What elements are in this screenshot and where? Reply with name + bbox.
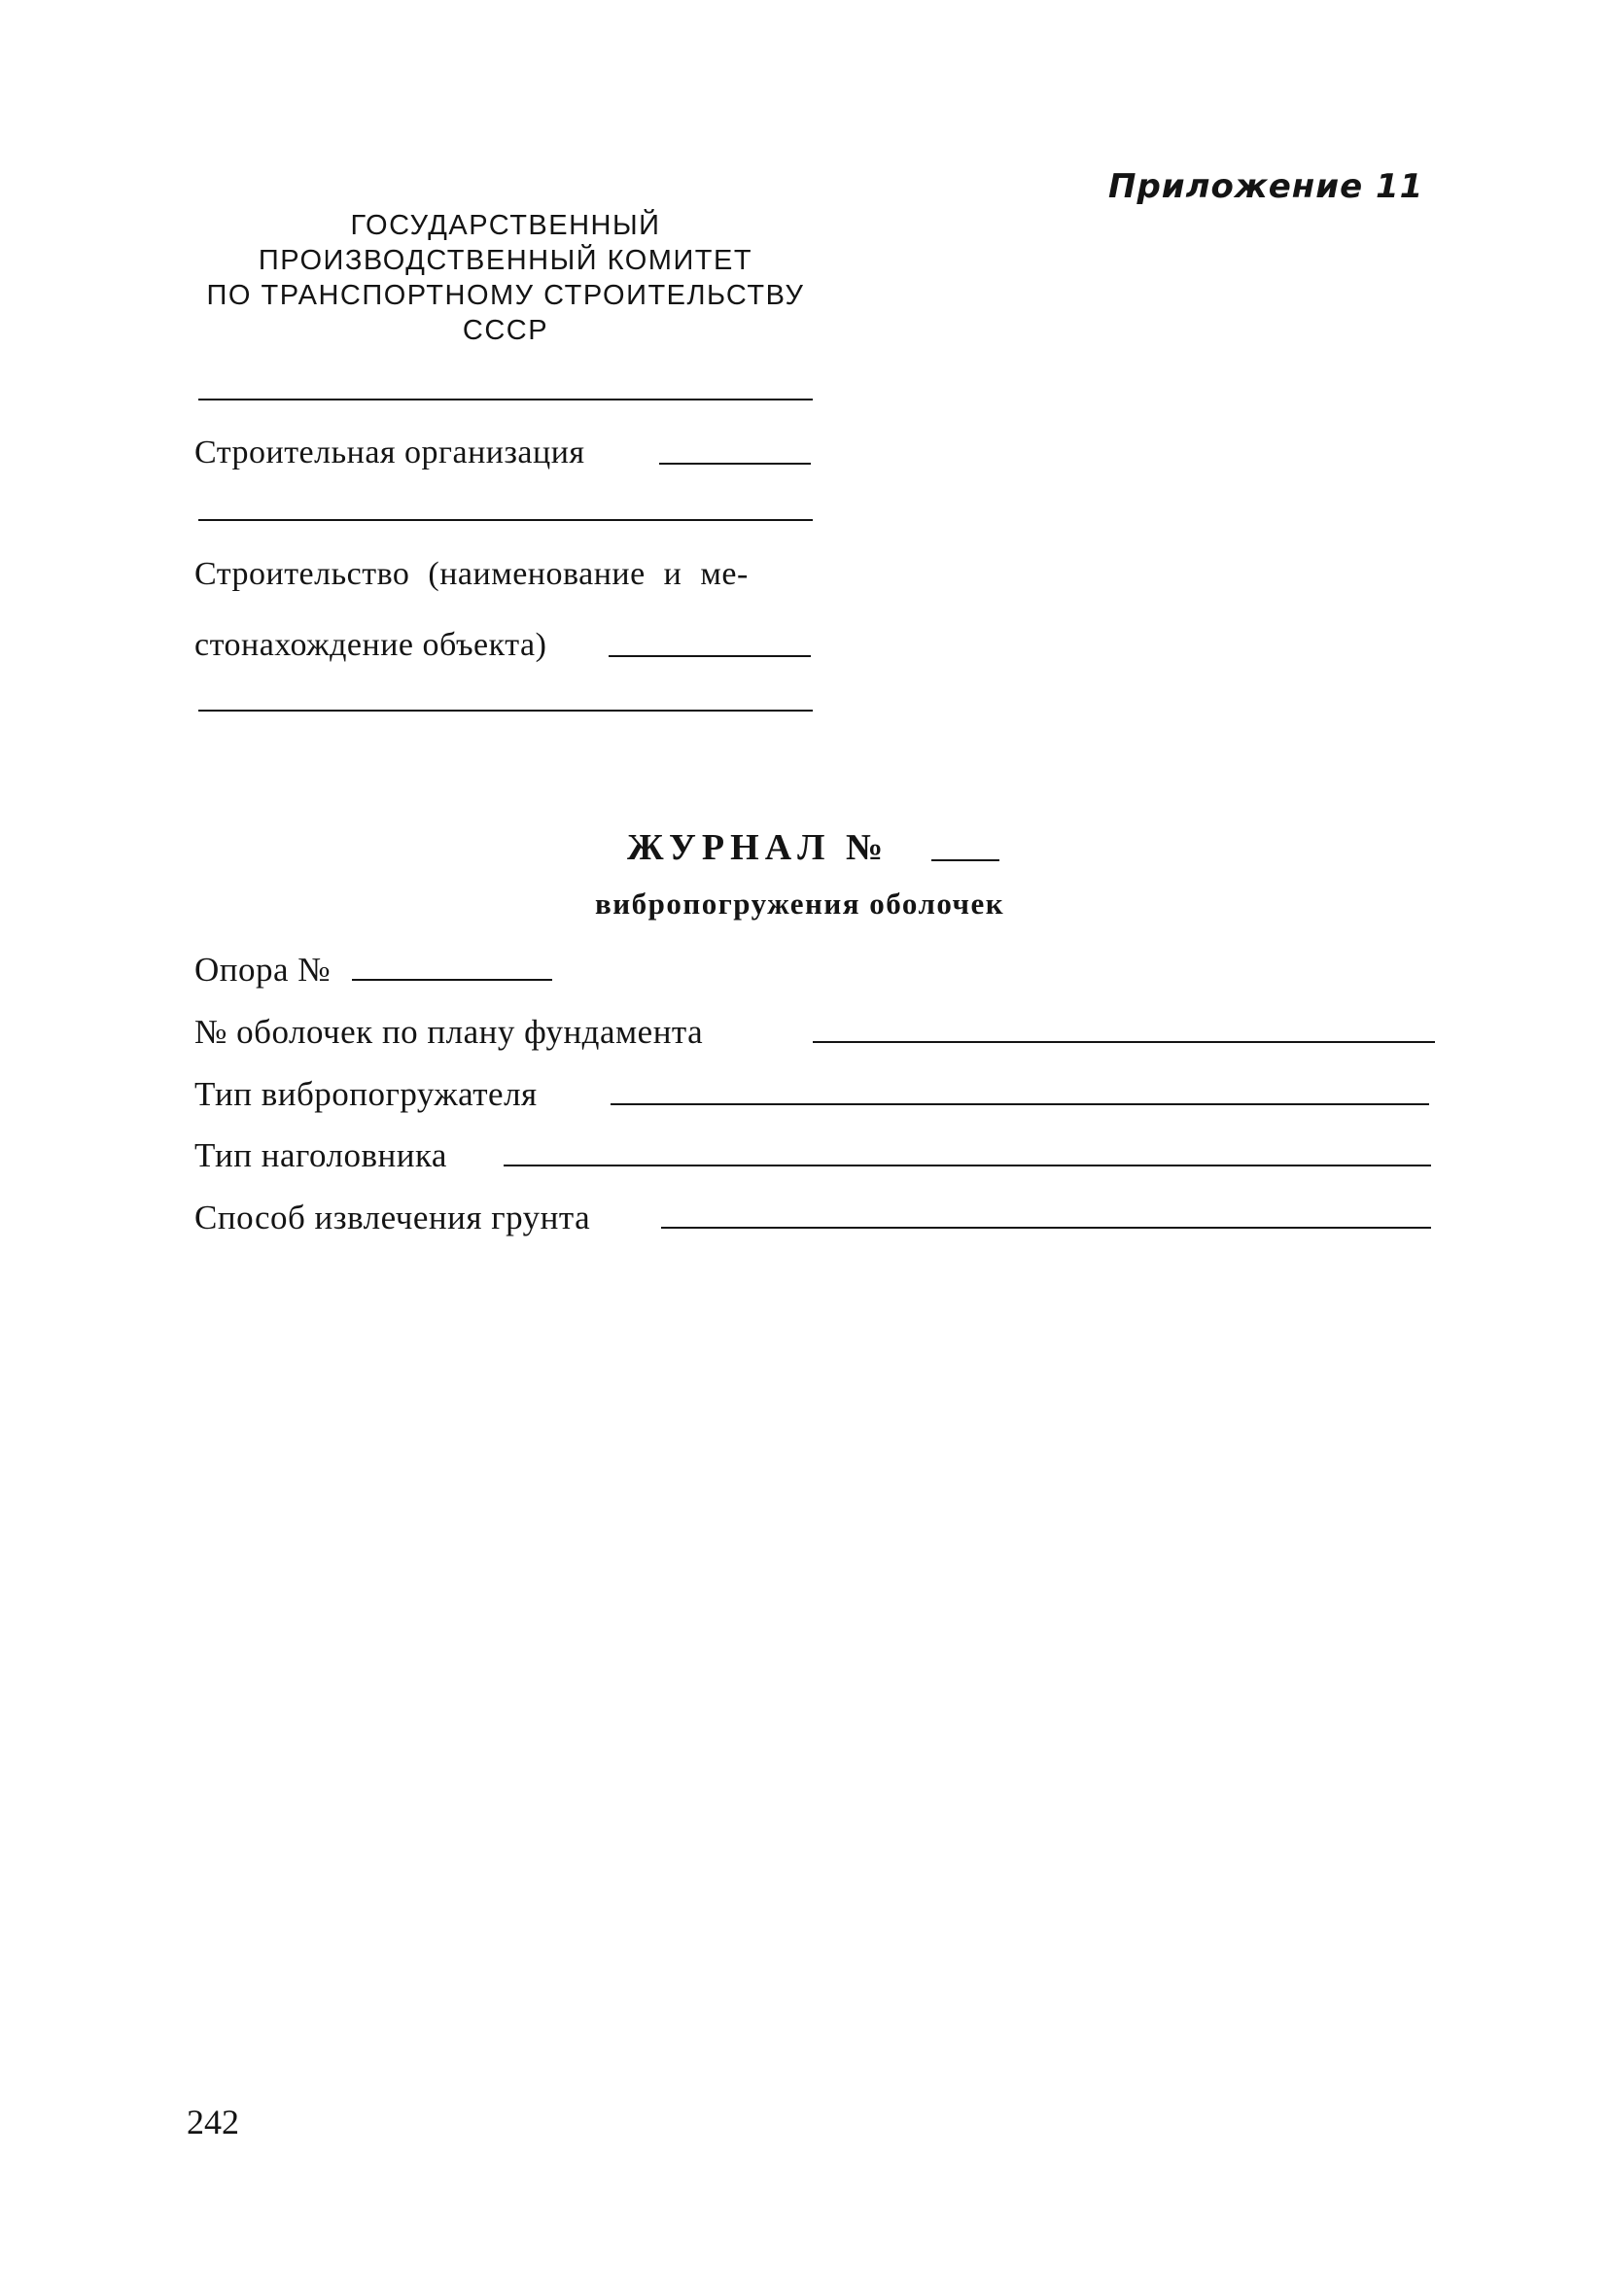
organization-rule: [198, 399, 813, 400]
construction-site-blank[interactable]: [609, 655, 811, 657]
construction-org-label: Строительная организация: [194, 435, 585, 470]
organization-line: ПРОИЗВОДСТВЕННЫЙ КОМИТЕТ: [258, 245, 753, 276]
support-number-blank[interactable]: [352, 979, 552, 981]
construction-site-blank-line[interactable]: [198, 710, 813, 712]
shells-number-blank[interactable]: [813, 1041, 1435, 1043]
page-number: 242: [187, 2103, 239, 2141]
organization-line: СССР: [462, 315, 549, 346]
vibrator-type-blank[interactable]: [611, 1103, 1429, 1105]
appendix-label: Приложение 11: [1108, 167, 1424, 206]
cap-type-blank[interactable]: [504, 1165, 1431, 1166]
soil-removal-label: Способ извлечения грунта: [194, 1199, 591, 1236]
organization-line: ПО ТРАНСПОРТНОМУ СТРОИТЕЛЬСТВУ: [206, 280, 805, 311]
journal-number-blank[interactable]: [931, 859, 999, 861]
journal-title: ЖУРНАЛ №: [627, 827, 890, 868]
vibrator-type-label: Тип вибропогружателя: [194, 1075, 538, 1113]
soil-removal-blank[interactable]: [661, 1227, 1431, 1229]
organization-line: ГОСУДАРСТВЕННЫЙ: [350, 210, 661, 241]
construction-site-label: Строительство (наименование и ме-: [194, 556, 749, 592]
support-number-label: Опора №: [194, 951, 332, 989]
construction-org-blank-line[interactable]: [198, 519, 813, 521]
cap-type-label: Тип наголовника: [194, 1136, 447, 1174]
construction-org-blank[interactable]: [659, 463, 811, 465]
journal-subtitle: вибропогружения оболочек: [595, 887, 1005, 921]
organization-header: [185, 208, 826, 348]
shells-number-label: № оболочек по плану фундамента: [194, 1013, 704, 1051]
construction-site-label-cont: стонахождение объекта): [194, 627, 547, 663]
